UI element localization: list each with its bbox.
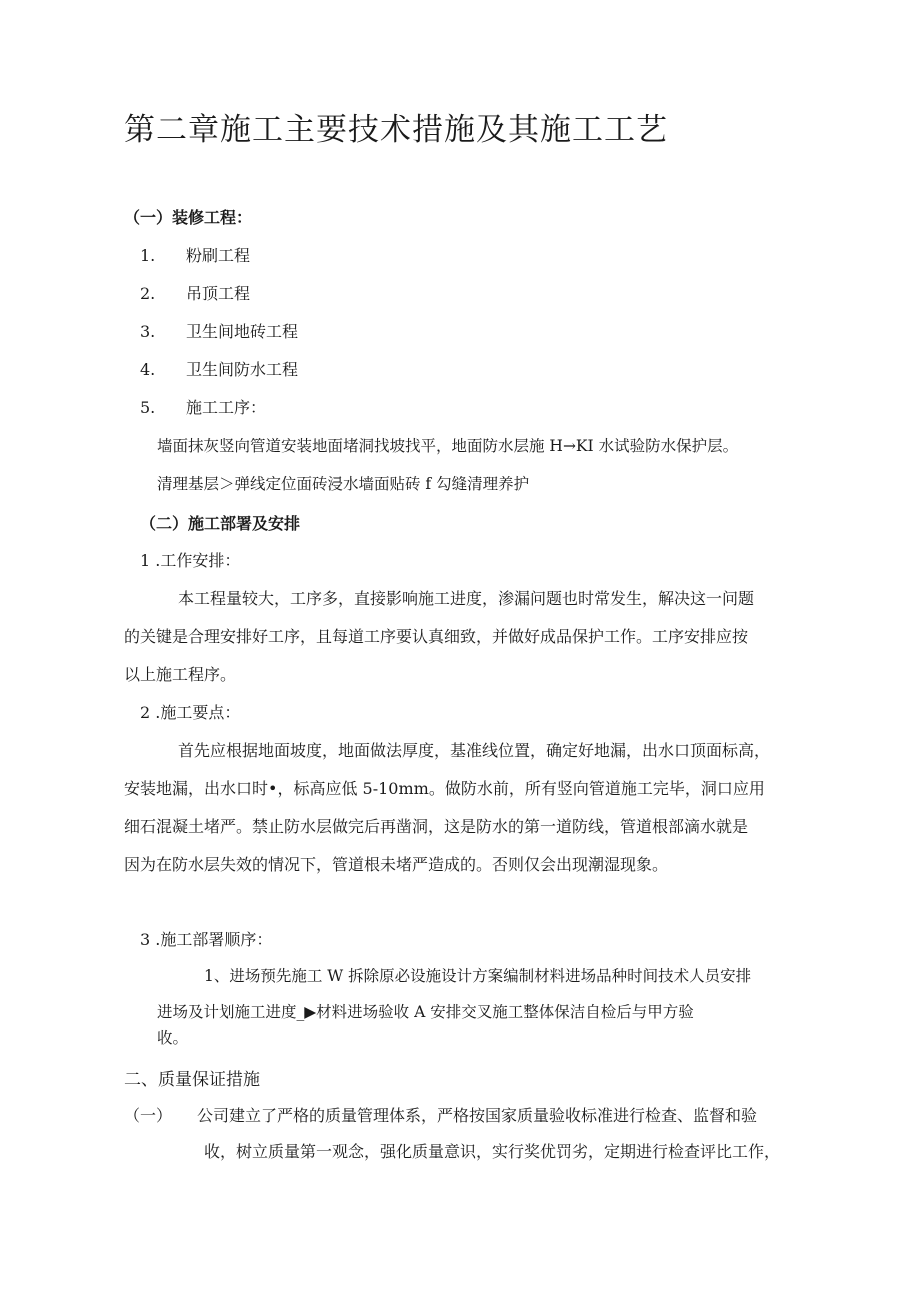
list-number: 2. <box>140 284 156 303</box>
subsection-heading: 3 .施工部署顺序： <box>140 930 273 949</box>
quality-item-label: （一） <box>124 1106 173 1125</box>
list-number: 1. <box>140 246 156 265</box>
list-label: 吊顶工程 <box>186 284 251 303</box>
list-item <box>140 395 266 418</box>
section-heading-decoration: （一）装修工程： <box>124 208 253 227</box>
list-label: 施工工序： <box>186 398 267 417</box>
list-number: 3. <box>140 322 156 341</box>
list-number: 5. <box>140 398 156 417</box>
process-line-1: 墙面抹灰竖向管道安装地面堵洞找坡找平，地面防水层施 H→KI 水试验防水保护层。 <box>157 437 739 455</box>
paragraph-line: 进场及计划施工进度_▶材料进场验收 A 安排交叉施工整体保洁自检后与甲方验 <box>157 1003 694 1021</box>
list-number: 4. <box>140 360 156 379</box>
paragraph-line: 安装地漏，出水口时•，标高应低 5-10mm。做防水前，所有竖向管道施工完毕，洞口应用 <box>124 779 765 798</box>
paragraph-line: 本工程量较大，工序多，直接影响施工进度，渗漏问题也时常发生，解决这一问题 <box>178 589 755 608</box>
section-heading-deployment: （二）施工部署及安排 <box>140 514 301 533</box>
list-label: 卫生间地砖工程 <box>186 322 299 341</box>
subsection-heading: 2 .施工要点： <box>140 703 241 722</box>
list-label: 卫生间防水工程 <box>186 360 299 379</box>
paragraph-line: 因为在防水层失效的情况下，管道根未堵严造成的。否则仅会出现潮湿现象。 <box>124 855 669 874</box>
paragraph-line: 收。 <box>157 1029 189 1047</box>
list-item <box>140 243 250 266</box>
process-line-2: 清理基层＞弹线定位面砖浸水墙面贴砖 f 勾缝清理养护 <box>157 475 530 493</box>
page-title: 第二章施工主要技术措施及其施工工艺 <box>124 112 668 148</box>
paragraph-line: 收，树立质量第一观念，强化质量意识，实行奖优罚劣，定期进行检查评比工作， <box>204 1142 781 1161</box>
paragraph-line: 1、进场预先施工 W 拆除原必设施设计方案编制材料进场品种时间技术人员安排 <box>204 967 752 985</box>
paragraph-line: 以上施工程序。 <box>124 665 237 684</box>
paragraph-line: 首先应根据地面坡度，地面做法厚度，基准线位置，确定好地漏，出水口顶面标高， <box>178 741 771 760</box>
list-label: 粉刷工程 <box>186 246 251 265</box>
section-heading-quality: 二、质量保证措施 <box>124 1070 260 1090</box>
list-item <box>140 357 298 380</box>
paragraph-line: 细石混凝土堵严。禁止防水层做完后再凿洞，这是防水的第一道防线，管道根部滴水就是 <box>124 817 749 836</box>
subsection-heading: 1 .工作安排： <box>140 551 241 570</box>
paragraph-line: 公司建立了严格的质量管理体系，严格按国家质量验收标准进行检查、监督和验 <box>197 1106 758 1125</box>
list-item <box>140 319 298 342</box>
paragraph-line: 的关键是合理安排好工序，且每道工序要认真细致，并做好成品保护工作。工序安排应按 <box>124 627 749 646</box>
list-item <box>140 281 250 304</box>
